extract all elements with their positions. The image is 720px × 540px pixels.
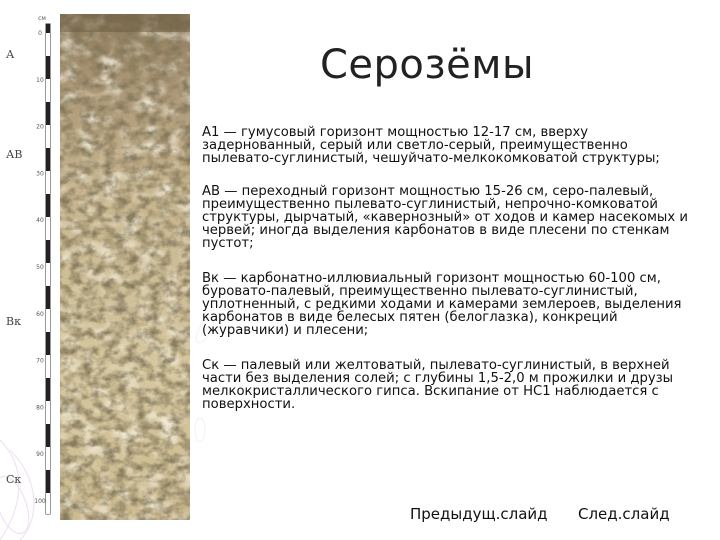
ruler-tick-label: 10: [36, 76, 44, 84]
ruler-tick-label: 30: [36, 170, 44, 178]
ruler-tick-label: 100: [34, 498, 46, 505]
ruler-tick-label: 60: [36, 310, 44, 318]
next-slide-link[interactable]: След.слайд: [578, 505, 670, 523]
ruler-tick-label: 70: [36, 357, 44, 365]
soil-profile-image: [60, 14, 190, 520]
ruler-tick-label: 40: [36, 217, 44, 225]
slide-title: Серозёмы: [320, 42, 535, 88]
depth-ruler: [28, 10, 56, 520]
profile-label-a: А: [6, 48, 15, 61]
ruler-tick-label: 80: [36, 404, 44, 412]
ruler-tick-label: 90: [36, 451, 44, 459]
profile-label-ck: Ск: [6, 473, 22, 486]
ruler-tick-label: 50: [36, 264, 44, 271]
horizon-a1-description: А1 — гумусовый горизонт мощностью 12-17 см, вверху задернованный, серый или светло-серый, преимущественно пылевато-суглинистый, чешуйчато-мелкокомковатой структуры;: [202, 125, 660, 166]
horizon-ck-description: Ск — палевый или желтоватый, пылевато-суглинистый, в верхней части без выделения солей; с глубины 1,5-2,0 м прожилки и друзы мелкокристаллического гипса. Вскипание от НС1 наблюдается с поверхности.: [202, 358, 674, 412]
ruler-tick-label: 0: [38, 30, 42, 37]
profile-label-ab: АВ: [6, 148, 23, 161]
ruler-tick-label: 20: [36, 123, 44, 131]
profile-label-bk: Вк: [6, 315, 21, 328]
horizon-bk-description: Вк — карбонатно-иллювиальный горизонт мощностью 60-100 см, буровато-палевый, преимущественно пылевато-суглинистый, уплотненный, с редкими ходами и камерами землероев, выделения карбонатов в виде белесых пятен (белоглазка), конкреций (журавчики) и плесени;: [202, 271, 682, 338]
ruler-unit: см: [38, 15, 46, 22]
horizon-ab-description: АВ — переходный горизонт мощностью 15-26 см, серо-палевый, преимущественно пылевато-суглинистый, непрочно-комковатой структуры, дырчатый, «кавернозный» от ходов и камер насекомых и червей; иногда выделения карбонатов в виде плесени по стенкам пустот;: [202, 184, 688, 251]
prev-slide-link[interactable]: Предыдущ.слайд: [410, 505, 548, 523]
